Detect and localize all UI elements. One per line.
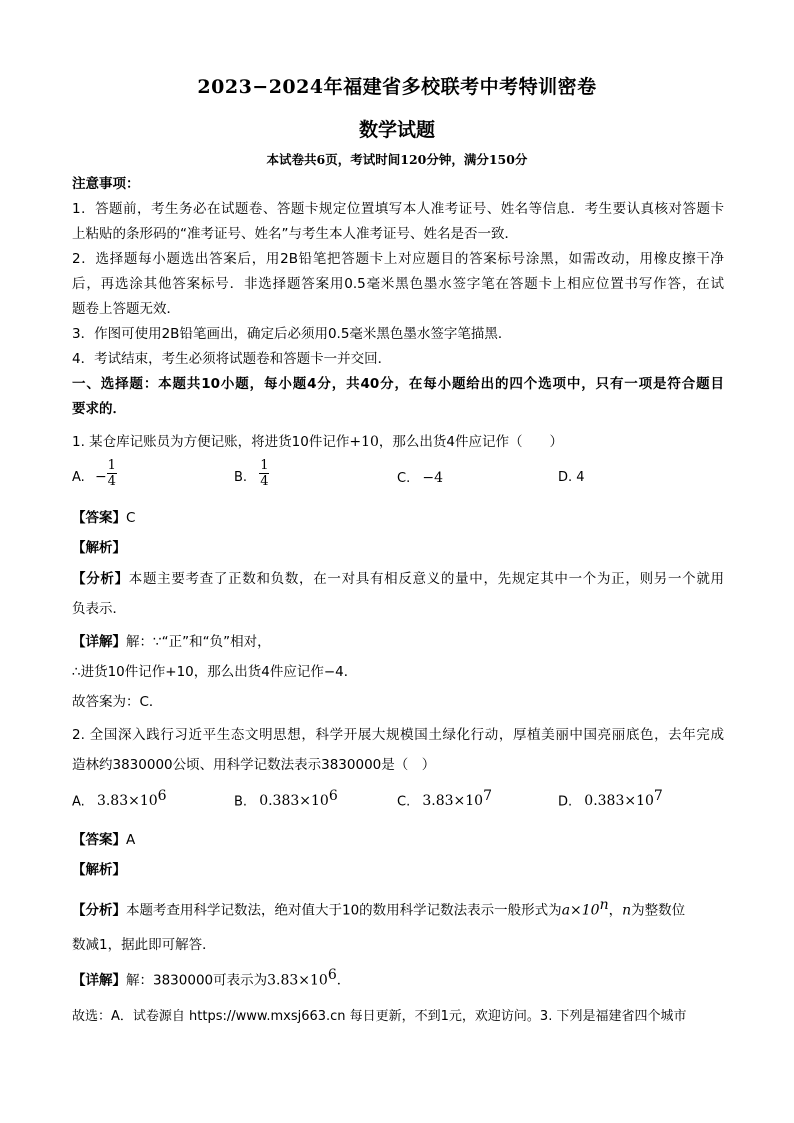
page-title: 2023−2024年福建省多校联考中考特训密卷	[197, 76, 597, 98]
q1-option-d[interactable]: D. 4	[558, 470, 585, 485]
exam-meta: 本试卷共6页，考试时间120分钟，满分150分	[266, 152, 528, 167]
q1-fenxi-line-2: 负表示．	[72, 601, 126, 617]
q1-analysis-tag: 【解析】	[72, 540, 126, 556]
q1-option-c[interactable]: C. −4	[397, 470, 443, 486]
q1-option-a[interactable]: A. − $\frac{1}{4}$	[72, 458, 116, 489]
q2-option-d[interactable]: D. $0.383\times 10^7$	[558, 788, 663, 810]
section-heading-line-2: 要求的．	[72, 401, 126, 417]
notice-item-2-line-2: 后，再选涂其他答案标号．非选择题答案用0.5毫米黑色墨水签字笔在答题卡上相应位置书写作答，在试	[72, 276, 724, 292]
q1-answer-value: C	[126, 510, 136, 526]
q1-option-b[interactable]: B. $\frac{1}{4}$	[234, 458, 269, 489]
q2-option-a[interactable]: A. $3.83\times 10^6$	[72, 788, 167, 810]
q1-xiangjie-line-2: ∴进货10件记作+10，那么出货4件应记作−4．	[72, 664, 358, 680]
notice-item-4: 4．考试结束，考生必须将试题卷和答题卡一并交回．	[72, 351, 392, 367]
q1-stem-text-b: ，那么出货4件应记作（ ）	[378, 434, 563, 450]
q1-options	[72, 458, 724, 498]
notice-heading: 注意事项：	[72, 176, 140, 192]
q1-option-b-fraction: $\frac{1}{4}$	[260, 458, 269, 489]
notice-item-3: 3．作图可使用2B铅笔画出，确定后必须用0.5毫米黑色墨水签字笔描黑．	[72, 326, 512, 342]
notice-item-2-line-3: 题卷上答题无效．	[72, 301, 180, 317]
q1-answer-tag: 【答案】	[72, 510, 126, 526]
q2-answer-value: A	[126, 832, 136, 848]
q2-answer	[72, 828, 724, 848]
section-heading-line-1: 一、选择题：本题共10小题，每小题4分，共40分，在每小题给出的四个选项中，只有一项是符合题目	[72, 376, 724, 392]
q2-footer-line: 故选：A．试卷源自 https://www.mxsj663.cn 每日更新，不到1元，欢迎访问。3. 下列是福建省四个城市	[72, 1009, 687, 1024]
q2-analysis-tag: 【解析】	[72, 862, 126, 878]
q1-conclusion: 故答案为：C．	[72, 694, 163, 710]
q2-options	[72, 788, 724, 814]
q1-xiangjie-line-1: 【详解】解：∵“正”和“负”相对，	[72, 634, 271, 650]
q1-stem-text-a: 1. 某仓库记账员为方便记账，将进货10件记作	[72, 434, 350, 450]
q1-answer	[72, 506, 724, 526]
q2-option-c[interactable]: C. $3.83\times 10^7$	[397, 788, 492, 810]
q1-option-a-fraction: $\frac{1}{4}$	[107, 458, 116, 489]
notice-item-1-line-1: 1．答题前，考生务必在试题卷、答题卡规定位置填写本人准考证号、姓名等信息．考生要认真核对答题卡	[72, 201, 724, 217]
page-subtitle: 数学试题	[358, 119, 435, 141]
notice-item-1-line-2: 上粘贴的条形码的“准考证号、姓名”与考生本人准考证号、姓名是否一致．	[72, 226, 518, 242]
q2-stem-line-2: 造林约3830000公顷、用科学记数法表示3830000是（ ）	[72, 757, 436, 773]
q2-option-b[interactable]: B. $0.383\times 10^6$	[234, 788, 338, 810]
q2-fenxi-line-2: 数减1，据此即可解答．	[72, 937, 216, 953]
q1-stem	[72, 430, 724, 450]
notice-item-2-line-1: 2．选择题每小题选出答案后，用2B铅笔把答题卡上对应题目的答案标号涂黑，如需改动，用橡皮擦干净	[72, 251, 724, 267]
q2-answer-tag: 【答案】	[72, 832, 126, 848]
q2-xiangjie: 【详解】解：3830000可表示为$3.83\times 10^6$．	[72, 967, 351, 989]
q1-stem-math: +10	[349, 434, 379, 450]
q1-option-a-sign: −	[94, 469, 107, 485]
q2-stem-line-1: 2. 全国深入践行习近平生态文明思想，科学开展大规模国土绿化行动，厚植美丽中国亮丽底色，去年完成	[72, 727, 724, 743]
q1-fenxi-line-1: 【分析】本题主要考查了正数和负数，在一对具有相反意义的量中，先规定其中一个为正，则另一个就用	[72, 571, 725, 587]
q2-fenxi-line-1: 【分析】本题考查用科学记数法，绝对值大于10的数用科学记数法表示一般形式为$a\times 10^n$，n为整数位	[72, 897, 686, 919]
